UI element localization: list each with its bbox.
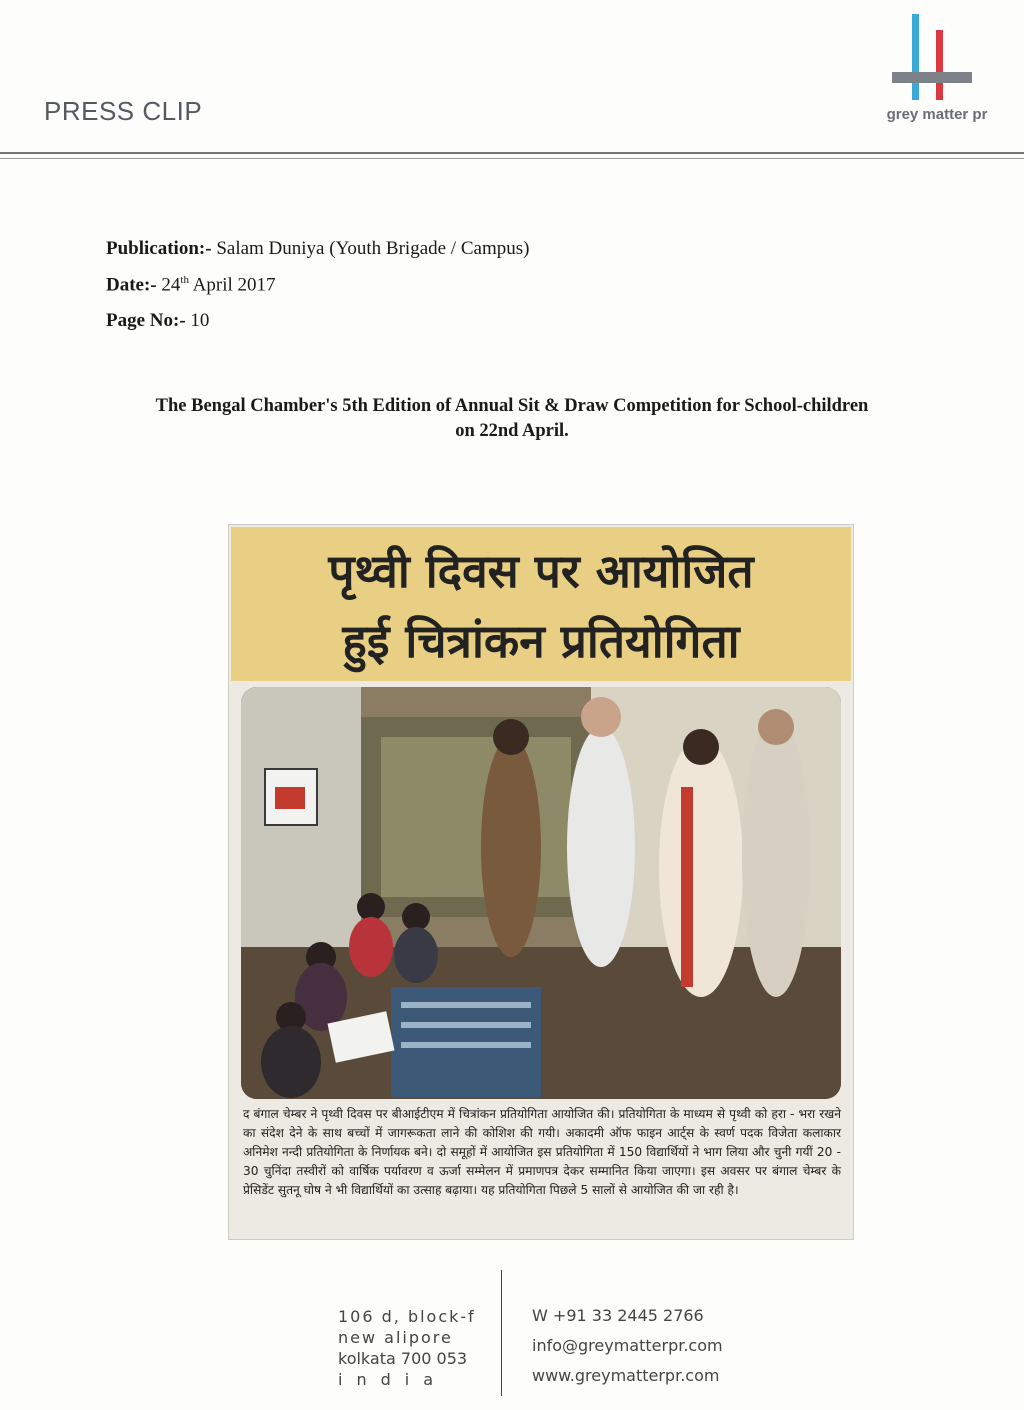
company-logo bbox=[872, 14, 1002, 126]
headline-line-1: The Bengal Chamber's 5th Edition of Annual Sit & Draw Competition for School-children bbox=[155, 396, 869, 416]
footer-email[interactable]: info@greymatterpr.com bbox=[532, 1336, 723, 1355]
footer-address bbox=[338, 1306, 476, 1390]
publication-label: Publication:- bbox=[106, 238, 212, 259]
date-line bbox=[106, 274, 276, 296]
event-photo bbox=[241, 687, 841, 1099]
address-line-3: kolkata 700 053 bbox=[338, 1349, 468, 1368]
headline-line-2: on 22nd April. bbox=[455, 421, 569, 441]
publication-value: Salam Duniya (Youth Brigade / Campus) bbox=[216, 238, 530, 259]
page-title: PRESS CLIP bbox=[44, 96, 203, 126]
footer-contact bbox=[532, 1306, 723, 1396]
hindi-headline-line-2: हुई चित्रांकन प्रतियोगिता bbox=[342, 614, 740, 668]
page-label: Page No:- bbox=[106, 310, 186, 331]
logo-text: grey matter pr bbox=[886, 106, 988, 123]
date-day: 24 bbox=[161, 274, 181, 296]
page-line bbox=[106, 310, 209, 332]
hindi-headline-line-1: पृथ्वी दिवस पर आयोजित bbox=[328, 544, 754, 598]
date-label: Date:- bbox=[106, 274, 157, 296]
header-rule bbox=[0, 152, 1024, 154]
grey-matter-logo-icon bbox=[892, 14, 972, 102]
footer-phone: W +91 33 2445 2766 bbox=[532, 1306, 704, 1325]
event-photo-illustration bbox=[241, 687, 841, 1099]
header-rule-thin bbox=[0, 158, 1024, 159]
article-headline bbox=[60, 394, 964, 444]
date-suffix: th bbox=[180, 274, 189, 286]
page-value: 10 bbox=[190, 310, 210, 331]
newspaper-clipping bbox=[228, 524, 854, 1240]
address-line-2: new alipore bbox=[338, 1328, 453, 1347]
hindi-caption: द बंगाल चेम्बर ने पृथ्वी दिवस पर बीआईटीएम में चित्रांकन प्रतियोगिता आयोजित की। प्रतियोगिता के माध्यम से पृथ्वी को हरा - भरा रखने का संदेश देने के साथ बच्चों में जागरूकता लाने की कोशिश की गयी। अकादमी ऑफ फाइन आर्ट्स के स्वर्ण पदक विजेता कलाकार अनिमेश नन्दी प्रतियोगिता के निर्णायक बने। दो समूहों में आयोजित इस प्रतियोगिता में 150 विद्यार्थियों ने भाग लिया और चुनी गयीं 20 - 30 चुनिंदा तस्वीरों को वार्षिक पर्यावरण व ऊर्जा सम्मेलन में प्रमाणपत्र देकर सम्मानित किया जाएगा। इस अवसर पर बंगाल चेम्बर के प्रेसिडेंट सुतनू घोष ने भी विद्यार्थियों का उत्साह बढ़ाया। यह प्रतियोगिता पिछले 5 सालों से आयोजित की जा रही है। bbox=[243, 1107, 841, 1197]
footer-website[interactable]: www.greymatterpr.com bbox=[532, 1366, 720, 1385]
address-line-4: india bbox=[338, 1370, 447, 1389]
publication-line bbox=[106, 238, 529, 260]
address-line-1: 106 d, block-f bbox=[338, 1307, 476, 1326]
date-rest: April 2017 bbox=[192, 274, 276, 296]
footer-divider bbox=[501, 1270, 502, 1396]
hindi-headline bbox=[231, 527, 851, 681]
